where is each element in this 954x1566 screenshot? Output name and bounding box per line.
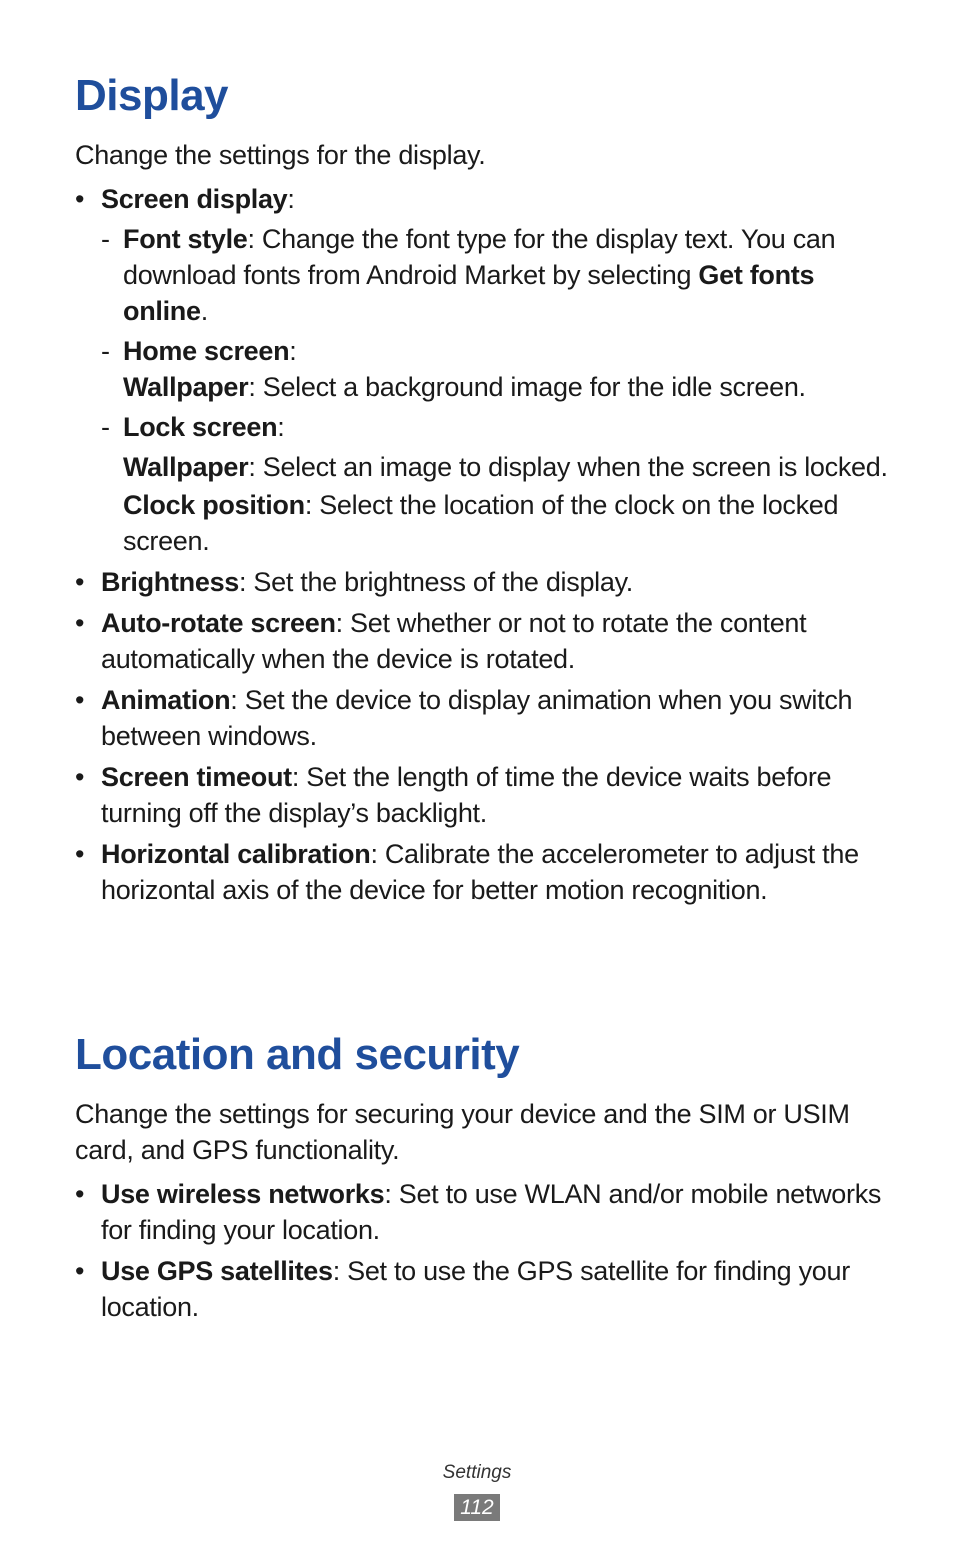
- bullet: •: [75, 1179, 85, 1209]
- bullet: •: [75, 184, 85, 214]
- list-item-animation: • Animation: Set the device to display animation when you switch between windows.: [75, 682, 895, 754]
- option-label: Wallpaper: [123, 372, 249, 402]
- bullet: •: [75, 608, 85, 638]
- display-intro: Change the settings for the display.: [75, 140, 486, 170]
- list-item-horizontal-calibration: • Horizontal calibration: Calibrate the accelerometer to adjust the horizontal axis of the device for better motion recognition.: [75, 836, 895, 908]
- location-heading: Location and security: [75, 1030, 520, 1079]
- bullet: •: [75, 567, 85, 597]
- item-label: Screen timeout: [101, 762, 292, 792]
- sub-item-home-screen: - Home screen: Wallpaper: Select a background image for the idle screen.: [101, 333, 895, 405]
- footer-section-label: Settings: [442, 1462, 512, 1483]
- sub-item-label: Font style: [123, 224, 248, 254]
- list-item-screen-display: • Screen display: - Font style: Change the font type for the display text. You can download fonts from Android Market by selecting Get fonts online. - Home screen: Wallpaper: Select a background image for the idle screen. - Lock screen: Wallpaper: Select an image to display when the screen is locked. Clock position: Select the location of the clock on the locked screen.: [75, 181, 895, 559]
- list-item-auto-rotate: • Auto-rotate screen: Set whether or not to rotate the content automatically when the device is rotated.: [75, 605, 895, 677]
- dash: -: [101, 224, 110, 254]
- display-heading: Display: [75, 71, 229, 120]
- sub-item-label: Lock screen: [123, 412, 278, 442]
- page-number: 112: [454, 1494, 500, 1521]
- item-label: Use GPS satellites: [101, 1256, 333, 1286]
- item-label: Auto-rotate screen: [101, 608, 336, 638]
- sub-item-label: Home screen: [123, 336, 290, 366]
- location-intro: Change the settings for securing your device and the SIM or USIM card, and GPS functionality.: [75, 1099, 850, 1165]
- sub-item-lock-screen: - Lock screen: Wallpaper: Select an image to display when the screen is locked. Clock position: Select the location of the clock on the locked screen.: [101, 409, 895, 559]
- item-label: Horizontal calibration: [101, 839, 371, 869]
- sub-item-font-style: - Font style: Change the font type for the display text. You can download fonts from Android Market by selecting Get fonts online.: [101, 221, 895, 329]
- item-label: Screen display: [101, 184, 288, 214]
- option-label: Clock position: [123, 490, 305, 520]
- menu-reference: Get fonts online: [123, 260, 815, 326]
- item-label: Brightness: [101, 567, 240, 597]
- item-label: Animation: [101, 685, 231, 715]
- list-item-brightness: • Brightness: Set the brightness of the display.: [75, 564, 895, 600]
- item-label: Use wireless networks: [101, 1179, 385, 1209]
- option-label: Wallpaper: [123, 452, 249, 482]
- bullet: •: [75, 685, 85, 715]
- list-item-gps-satellites: • Use GPS satellites: Set to use the GPS satellite for finding your location.: [75, 1253, 895, 1325]
- bullet: •: [75, 1256, 85, 1286]
- list-item-screen-timeout: • Screen timeout: Set the length of time the device waits before turning off the display’s backlight.: [75, 759, 895, 831]
- list-item-wireless-networks: • Use wireless networks: Set to use WLAN and/or mobile networks for finding your location.: [75, 1176, 895, 1248]
- dash: -: [101, 336, 110, 366]
- display-list: [75, 181, 895, 913]
- bullet: •: [75, 839, 85, 869]
- bullet: •: [75, 762, 85, 792]
- option-clock-position: Clock position: Select the location of the clock on the locked screen.: [123, 490, 839, 556]
- dash: -: [101, 412, 110, 442]
- location-list: [75, 1176, 895, 1330]
- option-wallpaper: Wallpaper: Select an image to display when the screen is locked.: [123, 452, 888, 482]
